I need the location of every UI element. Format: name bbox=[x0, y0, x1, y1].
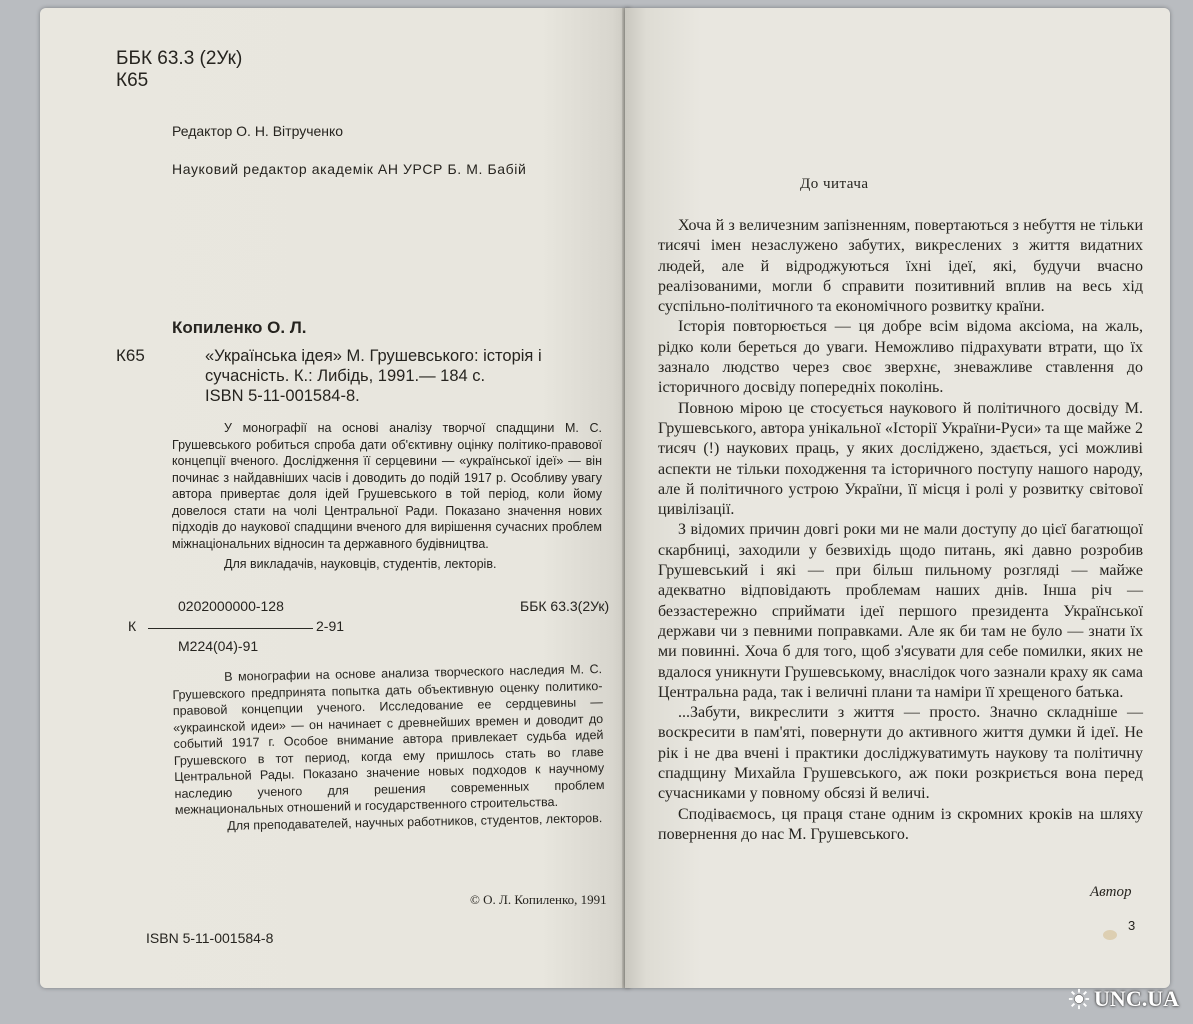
author-name: Копиленко О. Л. bbox=[172, 318, 307, 337]
copyright: © О. Л. Копиленко, 1991 bbox=[470, 892, 607, 907]
annotation-ua bbox=[172, 420, 602, 573]
bibliographic-entry bbox=[205, 346, 605, 406]
annotation-ru-text: В монографии на основе анализа творческого наследия М. С. Грушевского предпринята попытка дать объективную оценку политико-правовой концепции ученого. Исследование ее сердцевины — «украинской идеи» — он начинает с древнейших времен и доводит до событий 1917 г. Особое внимание автора привлекает судьба идей Грушевского в тот период, когда ему пришлось стать во главе Центральной Рады. Показано значение новых подходов к научному наследию ученого для решения современных проблем межнациональных отношений и государственного строительства. bbox=[172, 661, 605, 817]
bbk-code: ББК 63.3 (2Ук) bbox=[116, 48, 243, 69]
isbn-bottom: ISBN 5-11-001584-8 bbox=[146, 930, 274, 946]
annotation-ru bbox=[172, 661, 605, 835]
index-code: К65 bbox=[116, 70, 149, 91]
catalog-index: К65 bbox=[116, 346, 145, 365]
preface-paragraph: Історія повторюється — ця добре всім відома аксіома, на жаль, рідко коли береться до уваги. Неможливо підрахувати втрати, що їх зазнало людство через своє зверхнє, зневажливе ставлення до історичного досвіду попередніх поколінь. bbox=[658, 318, 1143, 397]
page-number: 3 bbox=[1128, 918, 1136, 933]
watermark bbox=[1068, 986, 1179, 1012]
preface-paragraph: ...Забути, викреслити з життя — просто. Значно складніше — воскресити в пам'яті, повернути до активного життя думки й ідеї. Не рік і не два вчені і практики досліджуватимуть наукову та політичну спадщину Михайла Грушевського, аж поки розкриється вона перед сучасниками у повному обсязі й величі. bbox=[658, 704, 1143, 803]
preface-paragraph: З відомих причин довгі роки ми не мали доступу до цієї багатющої скарбниці, заходили у безвихідь щодо питань, які давно розробив Грушевський і які — при більш пильному розгляді — майже адекватно відповідають проблемам наших днів. Інша річ — беззастережно сприймати ідеї першого президента Української держави чи з певними поправками. Але як би там не було — знати їх ми повинні. Хоча б для того, щоб з'ясувати для себе помилки, яких не вдалося уникнути Грушевському, внаслідок чого зазнали краху як сама Центральна рада, так і величні плани та наміри її хрещеного батька. bbox=[658, 521, 1143, 701]
signature: Автор bbox=[1090, 884, 1132, 900]
bibliographic-text: «Українська ідея» М. Грушевського: історія і сучасність. К.: Либідь, 1991.— 184 с. bbox=[205, 347, 542, 385]
code-number: 0202000000-128 bbox=[178, 598, 284, 614]
sci-editor-line: Науковий редактор академік АН УРСР Б. М. Бабій bbox=[172, 161, 527, 177]
code-suffix: 2-91 bbox=[316, 618, 345, 634]
watermark-text: UNC.UA bbox=[1094, 986, 1179, 1011]
audience-ru: Для преподавателей, научных работников, студентов, лекторов. bbox=[227, 810, 603, 833]
preface-paragraph: Сподіваємось, ця праця стане одним із скромних кроків на шляху повернення до нас М. Грушевського. bbox=[658, 805, 1143, 843]
preface-body bbox=[658, 216, 1143, 845]
preface-paragraph: Повною мірою це стосується наукового й політичного досвіду М. Грушевського, автора унікальної «Історії України-Руси» та ще майже 2 тисяч (!) наукових праць, у яких досліджено, здається, усі можливі аспекти не тільки походження та історичного поступу нашого народу, але й політичного устрою України, її місця і ролі у розвитку світової цивілізації. bbox=[658, 399, 1143, 519]
sun-logo-icon bbox=[1068, 988, 1090, 1010]
code-letter: К bbox=[128, 618, 137, 634]
annotation-ua-text: У монографії на основі аналізу творчої спадщини М. С. Грушевського робиться спроба дати об'єктивну оцінку політико-правової концепції вченого. Дослідження її серцевини — «української ідеї» — він починає з найдавніших часів і доводить до подій 1917 р. Особливу увагу автора привертає доля ідей Грушевського в той період, коли йому довелося стати на чолі Центральної Ради. Показано значення нових підходів до наукової спадщини вченого для вирішення сучасних проблем міжнаціональних відносин та державного будівництва. bbox=[172, 421, 602, 551]
paper-stain bbox=[1103, 930, 1117, 940]
page-heading: До читача bbox=[800, 176, 869, 192]
editor-line: Редактор О. Н. Вітрученко bbox=[172, 123, 344, 139]
right-page bbox=[625, 8, 1170, 988]
classification-code bbox=[108, 598, 618, 658]
preface-paragraph: Хоча й з величезним запізненням, повертаються з небуття не тільки тисячі імен незаслужено забутих, викреслених з життя видатних людей, але й відроджуються їхні ідеї, які, будучи вчасно реалізованими, могли б справити позитивний вплив на весь хід суспільно-політичного та економічного розвитку країни. bbox=[658, 217, 1143, 316]
code-rule bbox=[148, 628, 313, 629]
bbk-block bbox=[116, 48, 242, 92]
audience-ua: Для викладачів, науковців, студентів, лекторів. bbox=[224, 557, 497, 571]
bbk-right: ББК 63.3(2Ук) bbox=[520, 598, 610, 614]
left-page bbox=[40, 8, 630, 988]
open-book bbox=[30, 8, 1180, 1008]
isbn-line: ISBN 5-11-001584-8. bbox=[205, 387, 360, 405]
code-series: М224(04)-91 bbox=[178, 638, 259, 654]
